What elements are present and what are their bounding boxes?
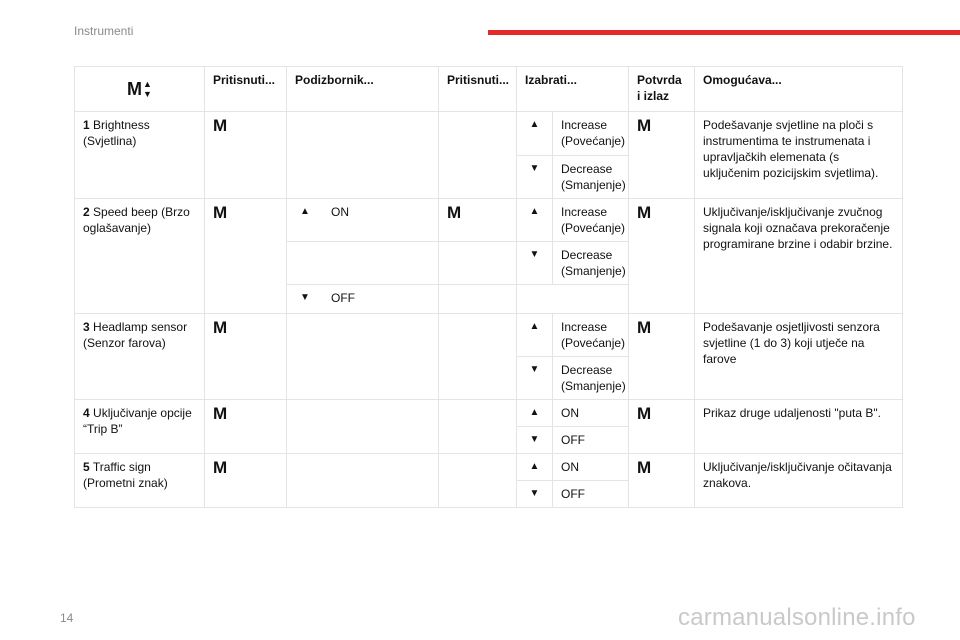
setting-label-cell: 1 Brightness (Svjetlina)	[75, 112, 205, 199]
m-button-icon: M	[205, 314, 287, 400]
m-button-icon: M	[205, 400, 287, 454]
empty-cell	[439, 400, 517, 454]
down-arrow-icon: ▼	[300, 292, 310, 303]
m-button-icon: M	[629, 400, 695, 454]
header-icon-cell	[75, 67, 205, 112]
header-press: Pritisnuti...	[205, 67, 287, 112]
down-arrow-icon: ▼	[517, 427, 553, 454]
empty-cell	[439, 112, 517, 199]
header-accent-bar	[488, 30, 960, 35]
setting-label-cell: 5 Traffic sign (Prometni znak)	[75, 454, 205, 508]
settings-table	[74, 66, 903, 508]
option-cell: OFF	[553, 481, 629, 508]
up-arrow-icon: ▲	[517, 199, 553, 242]
empty-cell	[439, 454, 517, 508]
m-button-icon: M	[439, 199, 517, 242]
submenu-cell: ▼ OFF	[287, 285, 439, 314]
option-cell: Increase (Povećanje)	[553, 112, 629, 156]
header-enables: Omogućava...	[695, 67, 903, 112]
header-submenu: Podizbornik...	[287, 67, 439, 112]
page-number: 14	[60, 611, 74, 625]
empty-cell	[287, 314, 439, 400]
table-header-row	[75, 67, 903, 112]
up-arrow-icon: ▲	[517, 314, 553, 357]
setting-label-cell: 4 Uključivanje opcije “Trip B”	[75, 400, 205, 454]
empty-cell	[287, 400, 439, 454]
table-row	[75, 454, 903, 481]
m-button-icon: M	[205, 199, 287, 314]
description-cell: Uključivanje/isključivanje zvučnog signala koji označava prekoračenje programirane brzine i odabir brzine.	[695, 199, 903, 314]
empty-cell	[287, 242, 439, 285]
option-cell: Increase (Povećanje)	[553, 314, 629, 357]
table-row	[75, 314, 903, 357]
header-press-2: Pritisnuti...	[439, 67, 517, 112]
m-button-icon: M	[629, 314, 695, 400]
header-select: Izabrati...	[517, 67, 629, 112]
empty-cell	[439, 314, 517, 400]
up-arrow-icon: ▲	[517, 112, 553, 156]
description-cell: Podešavanje osjetljivosti senzora svjetline (1 do 3) koji utječe na farove	[695, 314, 903, 400]
table-row	[75, 112, 903, 156]
up-arrow-icon: ▲	[517, 400, 553, 427]
empty-cell	[517, 285, 629, 314]
setting-label-cell: 3 Headlamp sensor (Senzor farova)	[75, 314, 205, 400]
option-cell: OFF	[553, 427, 629, 454]
header-confirm-exit: Potvrda i izlaz	[629, 67, 695, 112]
watermark: carmanualsonline.info	[678, 604, 916, 631]
setting-label-cell: 2 Speed beep (Brzo oglašavanje)	[75, 199, 205, 314]
m-button-icon: M	[629, 454, 695, 508]
down-arrow-icon: ▼	[517, 155, 553, 199]
empty-cell	[439, 285, 517, 314]
option-cell: ON	[553, 400, 629, 427]
option-cell: Decrease (Smanjenje)	[553, 155, 629, 199]
up-arrow-icon: ▲	[517, 454, 553, 481]
m-button-icon: M	[205, 454, 287, 508]
down-arrow-icon: ▼	[517, 242, 553, 285]
description-cell: Uključivanje/isključivanje očitavanja znakova.	[695, 454, 903, 508]
option-cell: ON	[553, 454, 629, 481]
description-cell: Prikaz druge udaljenosti "puta B".	[695, 400, 903, 454]
up-arrow-icon: ▲	[143, 79, 152, 89]
m-button-icon: M	[629, 112, 695, 199]
table-row	[75, 199, 903, 242]
description-cell: Podešavanje svjetline na ploči s instrumentima te instrumenata i upravljačkih elemenata (s uključenim pozicijskim svjetlima).	[695, 112, 903, 199]
option-cell: Decrease (Smanjenje)	[553, 242, 629, 285]
submenu-cell: ▲ ON	[287, 199, 439, 242]
empty-cell	[439, 242, 517, 285]
down-arrow-icon: ▼	[517, 357, 553, 400]
m-button-icon: M	[629, 199, 695, 314]
down-arrow-icon: ▼	[517, 481, 553, 508]
option-cell: Decrease (Smanjenje)	[553, 357, 629, 400]
section-title: Instrumenti	[74, 24, 134, 38]
down-arrow-icon: ▼	[143, 89, 152, 99]
empty-cell	[287, 112, 439, 199]
m-button-icon: M	[127, 79, 143, 99]
up-arrow-icon: ▲	[300, 206, 310, 217]
option-cell: Increase (Povećanje)	[553, 199, 629, 242]
empty-cell	[287, 454, 439, 508]
table-row	[75, 400, 903, 427]
m-button-icon: M	[205, 112, 287, 199]
